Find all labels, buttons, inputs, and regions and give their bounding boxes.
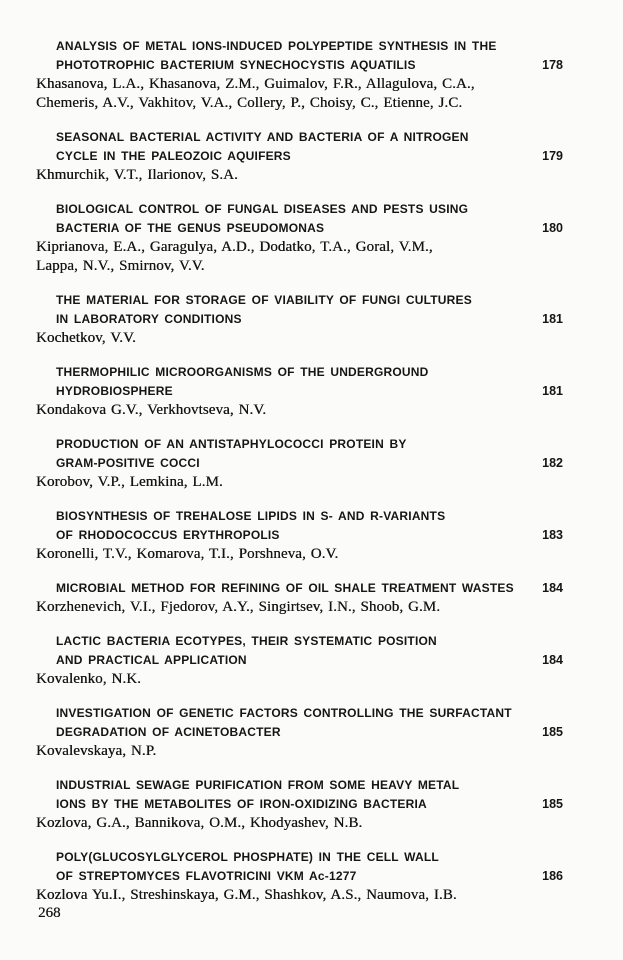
- entry-title-line: DEGRADATION OF ACINETOBACTER: [56, 725, 281, 739]
- entry-author-line: Kochetkov, V.V.: [36, 330, 136, 346]
- entry-title-line: CYCLE IN THE PALEOZOIC AQUIFERS: [56, 149, 291, 163]
- toc-entry: [36, 291, 563, 348]
- entry-title-row: [36, 310, 563, 329]
- entry-title-row: [36, 507, 563, 526]
- entry-title: [36, 37, 563, 75]
- entry-page-number: 178: [542, 58, 563, 72]
- entry-page-number: 186: [542, 869, 563, 883]
- entry-authors: [36, 670, 563, 689]
- entry-title: [36, 200, 563, 238]
- entry-title-line: ANALYSIS OF METAL IONS-INDUCED POLYPEPTIDE SYNTHESIS IN THE: [56, 39, 497, 53]
- entry-title-row: [36, 37, 563, 56]
- entry-title-row: [36, 651, 563, 670]
- entry-page-number: 185: [542, 725, 563, 739]
- entry-page-number: 179: [542, 149, 563, 163]
- entry-title-row: [36, 579, 563, 598]
- entry-title-line: INVESTIGATION OF GENETIC FACTORS CONTROLLING THE SURFACTANT: [56, 706, 512, 720]
- entry-title-row: [36, 867, 563, 886]
- entry-authors: [36, 166, 563, 185]
- toc-entry: [36, 579, 563, 617]
- entry-page-number: 184: [542, 581, 563, 595]
- entry-author-line: Kovalevskaya, N.P.: [36, 743, 157, 759]
- entry-authors: [36, 814, 563, 833]
- entry-page-number: 180: [542, 221, 563, 235]
- toc-entry: [36, 776, 563, 833]
- entry-title-line: IN LABORATORY CONDITIONS: [56, 312, 242, 326]
- toc-entry: [36, 632, 563, 689]
- entry-title-line: BIOSYNTHESIS OF TREHALOSE LIPIDS IN S- AND R-VARIANTS: [56, 509, 446, 523]
- entry-title-line: GRAM-POSITIVE COCCI: [56, 456, 200, 470]
- entry-author-line: Kovalenko, N.K.: [36, 671, 141, 687]
- entry-title-line: IONS BY THE METABOLITES OF IRON-OXIDIZING BACTERIA: [56, 797, 427, 811]
- entry-author-line: Korobov, V.P., Lemkina, L.M.: [36, 474, 223, 490]
- toc-entry: [36, 507, 563, 564]
- entry-title: [36, 704, 563, 742]
- entry-page-number: 183: [542, 528, 563, 542]
- toc-entry: [36, 704, 563, 761]
- entry-title-line: PRODUCTION OF AN ANTISTAPHYLOCOCCI PROTEIN BY: [56, 437, 407, 451]
- entry-title-row: [36, 848, 563, 867]
- entry-author-line: Kiprianova, E.A., Garagulya, A.D., Dodatko, T.A., Goral, V.M.,: [36, 239, 433, 255]
- entry-authors: [36, 401, 563, 420]
- entry-author-line: Koronelli, T.V., Komarova, T.I., Porshneva, O.V.: [36, 546, 339, 562]
- entry-author-line: Kondakova G.V., Verkhovtseva, N.V.: [36, 402, 267, 418]
- entry-title-row: [36, 291, 563, 310]
- entry-title-row: [36, 200, 563, 219]
- entry-title: [36, 848, 563, 886]
- entry-page-number: 181: [542, 384, 563, 398]
- entry-title-line: THERMOPHILIC MICROORGANISMS OF THE UNDERGROUND: [56, 365, 429, 379]
- entry-title-line: BACTERIA OF THE GENUS PSEUDOMONAS: [56, 221, 325, 235]
- entry-authors: [36, 238, 563, 276]
- entry-title-row: [36, 526, 563, 545]
- entry-title-line: HYDROBIOSPHERE: [56, 384, 173, 398]
- entry-title: [36, 776, 563, 814]
- entry-title-row: [36, 704, 563, 723]
- entry-title-row: [36, 219, 563, 238]
- entry-title-row: [36, 454, 563, 473]
- entry-title: [36, 128, 563, 166]
- entry-title-row: [36, 382, 563, 401]
- toc-entry: [36, 37, 563, 113]
- entry-title-line: THE MATERIAL FOR STORAGE OF VIABILITY OF FUNGI CULTURES: [56, 293, 472, 307]
- entry-title-row: [36, 632, 563, 651]
- toc-entry: [36, 435, 563, 492]
- entry-title-line: PHOTOTROPHIC BACTERIUM SYNECHOCYSTIS AQUATILIS: [56, 58, 416, 72]
- toc-entry: [36, 363, 563, 420]
- entry-title-row: [36, 56, 563, 75]
- entry-title-line: OF STREPTOMYCES FLAVOTRICINI VKM Ac-1277: [56, 869, 357, 883]
- toc-entry: [36, 848, 563, 905]
- entry-author-line: Khasanova, L.A., Khasanova, Z.M., Guimalov, F.R., Allagulova, C.A.,: [36, 76, 475, 92]
- entry-title-row: [36, 776, 563, 795]
- entry-authors: [36, 473, 563, 492]
- entry-authors: [36, 329, 563, 348]
- entry-title-row: [36, 363, 563, 382]
- entry-title-row: [36, 795, 563, 814]
- entry-author-line: Korzhenevich, V.I., Fjedorov, A.Y., Singirtsev, I.N., Shoob, G.M.: [36, 599, 441, 615]
- entry-title: [36, 435, 563, 473]
- entry-authors: [36, 886, 563, 905]
- toc-entry: [36, 128, 563, 185]
- entry-page-number: 185: [542, 797, 563, 811]
- toc-entry: [36, 200, 563, 276]
- entry-title-line: OF RHODOCOCCUS ERYTHROPOLIS: [56, 528, 280, 542]
- entry-author-line: Kozlova Yu.I., Streshinskaya, G.M., Shashkov, A.S., Naumova, I.B.: [36, 887, 457, 903]
- entry-author-line: Lappa, N.V., Smirnov, V.V.: [36, 258, 205, 274]
- toc-list: [36, 0, 563, 905]
- entry-title-line: POLY(GLUCOSYLGLYCEROL PHOSPHATE) IN THE CELL WALL: [56, 850, 439, 864]
- entry-author-line: Khmurchik, V.T., Ilarionov, S.A.: [36, 167, 238, 183]
- entry-author-line: Chemeris, A.V., Vakhitov, V.A., Collery, P., Choisy, C., Etienne, J.C.: [36, 95, 463, 111]
- entry-authors: [36, 545, 563, 564]
- entry-title-line: AND PRACTICAL APPLICATION: [56, 653, 247, 667]
- entry-author-line: Kozlova, G.A., Bannikova, O.M., Khodyashev, N.B.: [36, 815, 363, 831]
- entry-title: [36, 291, 563, 329]
- entry-title-row: [36, 435, 563, 454]
- entry-title-row: [36, 723, 563, 742]
- entry-title: [36, 579, 563, 598]
- entry-title-line: INDUSTRIAL SEWAGE PURIFICATION FROM SOME HEAVY METAL: [56, 778, 460, 792]
- entry-authors: [36, 742, 563, 761]
- entry-authors: [36, 75, 563, 113]
- entry-title: [36, 363, 563, 401]
- entry-title-line: SEASONAL BACTERIAL ACTIVITY AND BACTERIA OF A NITROGEN: [56, 130, 469, 144]
- entry-title-line: LACTIC BACTERIA ECOTYPES, THEIR SYSTEMATIC POSITION: [56, 634, 437, 648]
- footer-page-number: 268: [38, 905, 61, 921]
- entry-page-number: 182: [542, 456, 563, 470]
- entry-title-line: MICROBIAL METHOD FOR REFINING OF OIL SHALE TREATMENT WASTES: [56, 581, 514, 595]
- entry-title-line: BIOLOGICAL CONTROL OF FUNGAL DISEASES AND PESTS USING: [56, 202, 469, 216]
- entry-page-number: 184: [542, 653, 563, 667]
- entry-title: [36, 507, 563, 545]
- entry-page-number: 181: [542, 312, 563, 326]
- entry-title-row: [36, 128, 563, 147]
- entry-title: [36, 632, 563, 670]
- entry-authors: [36, 598, 563, 617]
- entry-title-row: [36, 147, 563, 166]
